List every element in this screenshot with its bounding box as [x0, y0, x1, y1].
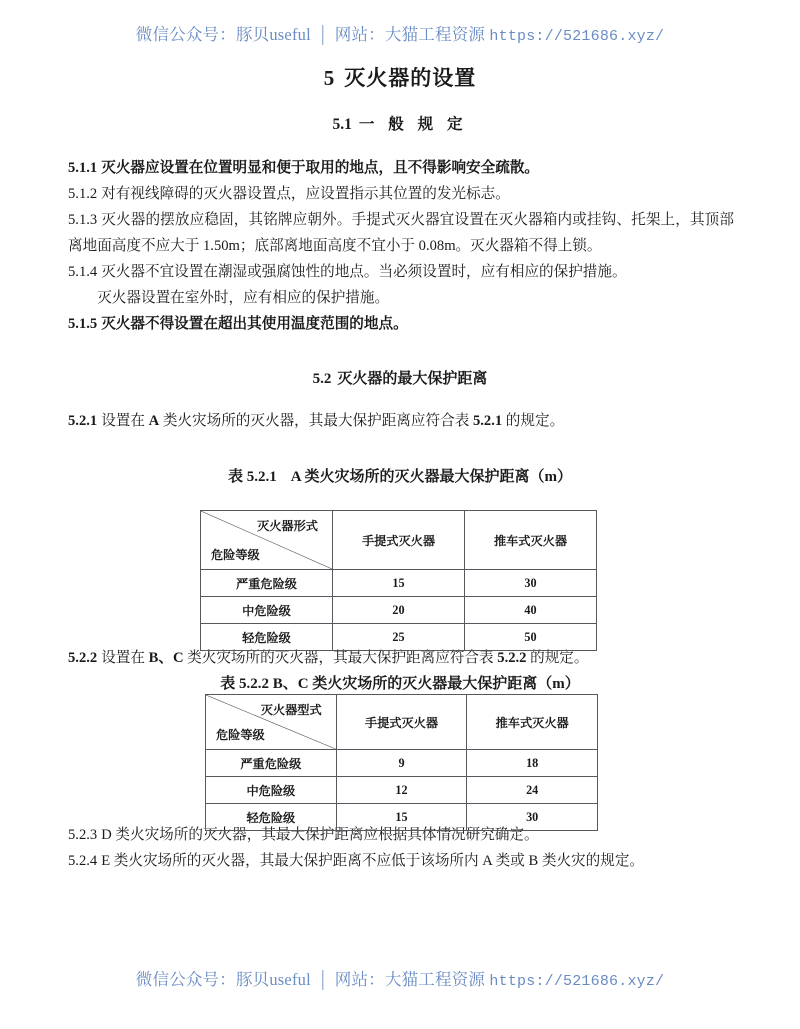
- footer-watermark: [0, 966, 800, 990]
- table-5-2-1-corner-cell: [201, 511, 333, 570]
- clause-5-2-1: [68, 408, 734, 434]
- table-5-2-2-row-2-level: 轻危险级: [206, 804, 337, 831]
- clause-5-1-3: [68, 207, 734, 259]
- clause-5-2-3-text: D 类火灾场所的灭火器，其最大保护距离应根据具体情况研究确定。: [101, 827, 539, 843]
- table-5-2-2-col-header-2: 推车式灭火器: [467, 695, 598, 750]
- clause-5-2-2-fire-class: B、C: [148, 650, 184, 666]
- table-row: [201, 624, 597, 651]
- table-5-2-2-row-0-value-1: 18: [467, 750, 598, 777]
- header-watermark: [0, 21, 800, 45]
- wechat-account-name: 豚贝useful: [235, 25, 311, 44]
- clause-5-1-2: [68, 181, 734, 207]
- site-name: 大猫工程资源: [384, 25, 486, 44]
- table-5-2-2-caption-text: B、C 类火灾场所的灭火器最大保护距离（m）: [272, 676, 580, 692]
- clause-5-2-3-label: 5.2.3: [68, 827, 98, 843]
- table-5-2-1-col-header-1: 手提式灭火器: [333, 511, 465, 570]
- section-5-2-number: 5.2: [312, 371, 332, 387]
- clause-5-1-2-label: 5.1.2: [68, 186, 98, 202]
- table-5-2-2-row-1-value-0: 12: [336, 777, 467, 804]
- section-5-1-title: 一 般 规 定: [358, 116, 468, 133]
- table-5-2-1-row-0-value-0: 15: [333, 570, 465, 597]
- clause-5-2-1-table-ref: 5.2.1: [472, 413, 503, 429]
- table-row: [201, 597, 597, 624]
- clause-5-2-1-fire-class: A: [148, 413, 160, 429]
- table-5-2-2-row-2-value-0: 15: [336, 804, 467, 831]
- table-5-2-2-row-1-level: 中危险级: [206, 777, 337, 804]
- clause-5-2-1-text-c: 的规定。: [502, 413, 565, 429]
- clause-5-2-4: [68, 848, 734, 874]
- clause-5-2-2-text-b: 类火灾场所的灭火器，其最大保护距离应符合表: [183, 650, 498, 666]
- table-5-2-1-col-header-2: 推车式灭火器: [465, 511, 597, 570]
- table-row: [201, 570, 597, 597]
- table-5-2-1-caption-number: 5.2.1: [246, 469, 277, 485]
- table-5-2-2-row-0-level: 严重危险级: [206, 750, 337, 777]
- table-row: [206, 804, 598, 831]
- clause-5-2-1-label: 5.2.1: [68, 413, 98, 429]
- clause-5-1-4-text: 灭火器不宜设置在潮湿或强腐蚀性的地点。当必须设置时，应有相应的保护措施。: [101, 264, 627, 280]
- clause-5-1-4-label: 5.1.4: [68, 264, 98, 280]
- table-5-2-1-row-1-value-1: 40: [465, 597, 597, 624]
- watermark-separator: │: [316, 25, 329, 44]
- site-label: 网站：: [334, 970, 385, 989]
- site-label: 网站：: [334, 25, 385, 44]
- table-row: [206, 777, 598, 804]
- wechat-label: 微信公众号：: [135, 970, 236, 989]
- clause-5-1-5-text: 灭火器不得设置在超出其使用温度范围的地点。: [101, 316, 408, 332]
- table-5-2-1-row-0-value-1: 30: [465, 570, 597, 597]
- table-caption-5-2-2: [0, 672, 800, 693]
- clause-5-1-5-label: 5.1.5: [68, 316, 98, 332]
- clause-5-1-5: [68, 311, 734, 337]
- table-5-2-2-corner-bottom-left: 危险等级: [216, 728, 265, 742]
- table-5-2-1-corner-bottom-left: 危险等级: [211, 548, 260, 562]
- table-5-2-1-row-0-level: 严重危险级: [201, 570, 333, 597]
- table-5-2-1-caption-text: A 类火灾场所的灭火器最大保护距离（m）: [290, 469, 573, 485]
- table-5-2-2-caption-prefix: 表: [220, 676, 236, 692]
- section-5-1-number: 5.1: [332, 116, 352, 133]
- clause-5-2-1-text-a: 设置在: [101, 413, 149, 429]
- clause-5-2-2-table-ref: 5.2.2: [497, 650, 527, 666]
- chapter-title: [0, 62, 800, 92]
- table-5-2-2-row-1-value-1: 24: [467, 777, 598, 804]
- clause-5-1-4-continuation-text: 灭火器设置在室外时，应有相应的保护措施。: [97, 290, 390, 306]
- section-heading-5-1: [0, 112, 800, 134]
- chapter-number: 5: [323, 66, 336, 90]
- table-5-2-1-corner-top-right: 灭火器形式: [257, 519, 318, 533]
- table-caption-5-2-1: [0, 465, 800, 486]
- section-heading-5-2: [0, 367, 800, 388]
- watermark-separator: │: [316, 970, 329, 989]
- clause-5-1-4-continuation: [68, 285, 734, 311]
- table-5-2-2-corner-top-right: 灭火器型式: [260, 703, 322, 717]
- clause-5-1-2-text: 对有视线障碍的灭火器设置点，应设置指示其位置的发光标志。: [101, 186, 510, 202]
- site-url[interactable]: https://521686.xyz/: [489, 28, 665, 45]
- table-5-2-1-row-1-level: 中危险级: [201, 597, 333, 624]
- clause-5-2-4-label: 5.2.4: [68, 853, 98, 869]
- table-5-2-2-row-2-value-1: 30: [467, 804, 598, 831]
- clause-5-2-1-text-b: 类火灾场所的灭火器，其最大保护距离应符合表: [159, 413, 473, 429]
- table-5-2-1-row-2-level: 轻危险级: [201, 624, 333, 651]
- table-row: [206, 750, 598, 777]
- table-5-2-1-row-2-value-0: 25: [333, 624, 465, 651]
- clause-5-2-2-label: 5.2.2: [68, 650, 98, 666]
- clause-5-1-4: [68, 259, 734, 285]
- clause-5-2-2-text-a: 设置在: [101, 650, 149, 666]
- table-5-2-1-caption-prefix: 表: [227, 469, 243, 485]
- table-5-2-2-caption-number: 5.2.2: [238, 676, 269, 692]
- table-5-2-2: [205, 694, 598, 831]
- table-5-2-1-row-1-value-0: 20: [333, 597, 465, 624]
- section-5-2-title: 灭火器的最大保护距离: [337, 371, 488, 387]
- table-5-2-2-corner-cell: [206, 695, 337, 750]
- table-5-2-1: [200, 510, 597, 651]
- clause-5-1-1-text: 灭火器应设置在位置明显和便于取用的地点，且不得影响安全疏散。: [101, 160, 540, 176]
- clause-5-1-3-label: 5.1.3: [68, 212, 98, 228]
- wechat-account-name: 豚贝useful: [235, 970, 311, 989]
- wechat-label: 微信公众号：: [135, 25, 236, 44]
- table-header-row: [201, 511, 597, 570]
- table-5-2-2-row-0-value-0: 9: [336, 750, 467, 777]
- site-url[interactable]: https://521686.xyz/: [489, 973, 665, 990]
- clause-5-2-2-text-c: 的规定。: [526, 650, 589, 666]
- clause-5-1-1-label: 5.1.1: [68, 160, 98, 176]
- site-name: 大猫工程资源: [384, 970, 486, 989]
- table-5-2-2-col-header-1: 手提式灭火器: [336, 695, 467, 750]
- clause-5-2-4-text: E 类火灾场所的灭火器，其最大保护距离不应低于该场所内 A 类或 B 类火灾的规定。: [101, 853, 645, 869]
- table-header-row: [206, 695, 598, 750]
- clause-5-1-1: [68, 155, 734, 181]
- table-5-2-1-row-2-value-1: 50: [465, 624, 597, 651]
- chapter-title-text: 灭火器的设置: [344, 66, 477, 90]
- clause-5-1-3-text: 灭火器的摆放应稳固，其铭牌应朝外。手提式灭火器宜设置在灭火器箱内或挂钩、托架上，其顶部离地面高度不应大于 1.50m；底部离地面高度不宜小于 0.08m。灭火器箱不得上锁。: [68, 212, 734, 254]
